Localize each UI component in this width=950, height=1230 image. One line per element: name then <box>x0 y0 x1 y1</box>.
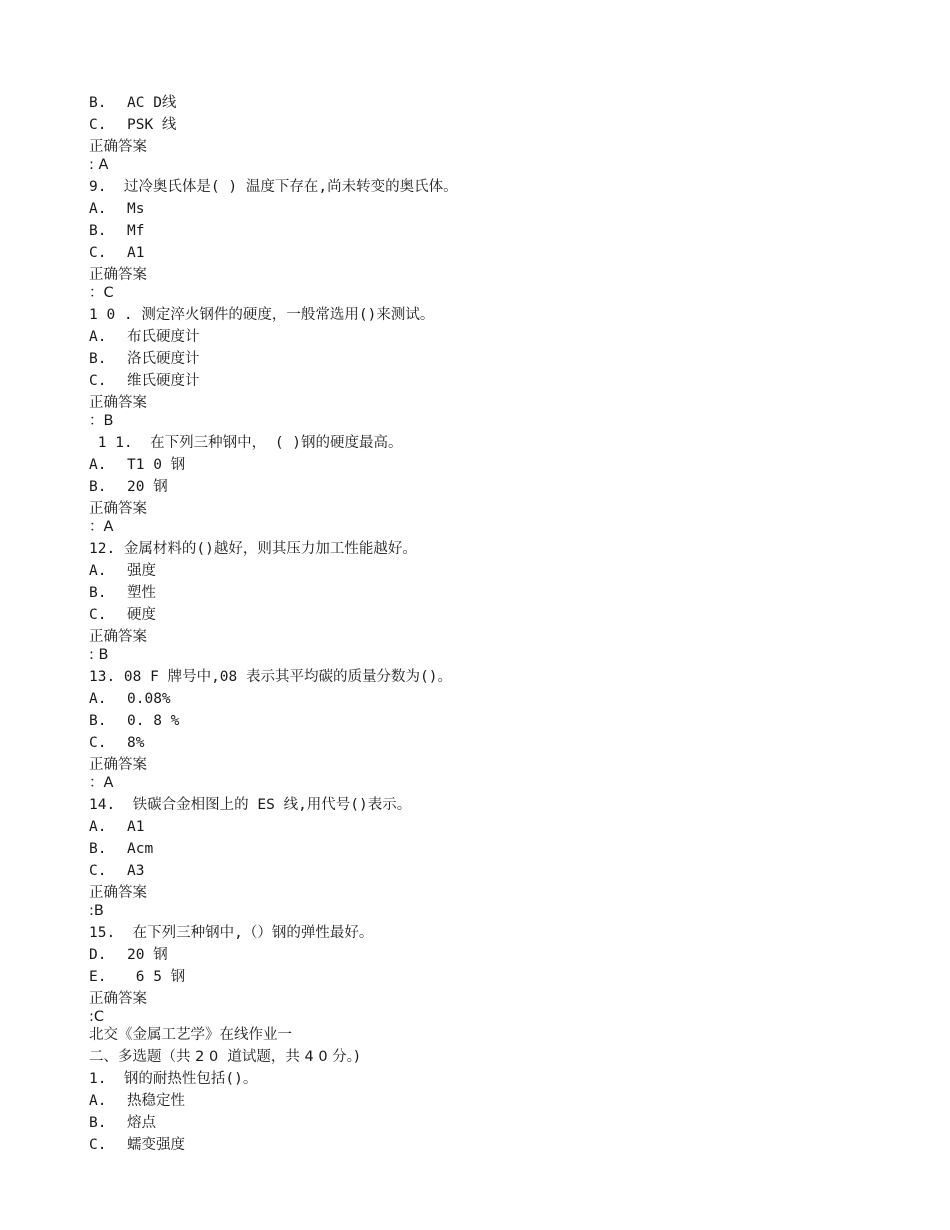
option-text: A1 <box>127 245 145 261</box>
question-text: 15. 在下列三种钢中,（）钢的弹性最好。 <box>89 925 374 941</box>
answer-heading: 正确答案 <box>89 139 147 155</box>
option-label: E. <box>89 969 107 985</box>
document-page <box>89 90 909 1154</box>
option-line <box>89 244 909 262</box>
question-text: 1. 钢的耐热性包括()。 <box>89 1071 258 1087</box>
option-line <box>89 456 909 474</box>
option-label: A. <box>89 819 107 835</box>
option-label: B. <box>89 841 107 857</box>
option-text: A3 <box>127 863 145 879</box>
option-label: B. <box>89 585 107 601</box>
answer-value: ：A <box>89 519 114 535</box>
option-label: B. <box>89 95 107 111</box>
option-line <box>89 562 909 580</box>
option-line <box>89 222 909 240</box>
option-line <box>89 116 909 134</box>
option-text: 硬度 <box>127 607 156 623</box>
answer-heading: 正确答案 <box>89 501 147 517</box>
option-text: 蠕变强度 <box>127 1137 185 1153</box>
answer-value: :B <box>89 903 104 919</box>
option-label: C. <box>89 1137 107 1153</box>
question-text: 1 0 . 测定淬火钢件的硬度，一般常选用()来测试。 <box>89 307 435 323</box>
answer-value: : B <box>89 647 109 663</box>
question-text: 14. 铁碳合金相图上的 ES 线,用代号()表示。 <box>89 797 412 813</box>
option-line <box>89 734 909 752</box>
option-text: PSK 线 <box>127 117 177 133</box>
option-text: 20 钢 <box>127 479 168 495</box>
option-label: C. <box>89 245 107 261</box>
option-line <box>89 946 909 964</box>
answer-heading: 正确答案 <box>89 991 147 1007</box>
option-text: Acm <box>127 841 154 857</box>
option-text: 维氏硬度计 <box>127 373 200 389</box>
option-text: 0. 8 % <box>127 713 180 729</box>
option-text: 布氏硬度计 <box>127 329 200 345</box>
question-text: 1 1. 在下列三种钢中， ( )钢的硬度最高。 <box>89 435 403 451</box>
option-line <box>89 690 909 708</box>
option-label: A. <box>89 329 107 345</box>
answer-value: : A <box>89 157 109 173</box>
option-line <box>89 584 909 602</box>
answer-heading: 正确答案 <box>89 629 147 645</box>
answer-value: ：C <box>89 285 114 301</box>
option-text: 20 钢 <box>127 947 168 963</box>
answer-heading: 正确答案 <box>89 885 147 901</box>
answer-heading: 正确答案 <box>89 757 147 773</box>
option-label: C. <box>89 863 107 879</box>
option-label: C. <box>89 117 107 133</box>
option-label: A. <box>89 457 107 473</box>
option-label: C. <box>89 607 107 623</box>
option-text: 6 5 钢 <box>127 969 186 985</box>
option-label: C. <box>89 735 107 751</box>
option-line <box>89 328 909 346</box>
option-label: A. <box>89 1093 107 1109</box>
option-line <box>89 712 909 730</box>
answer-heading: 正确答案 <box>89 267 147 283</box>
option-label: B. <box>89 713 107 729</box>
answer-value: ：A <box>89 775 114 791</box>
option-text: T1 0 钢 <box>127 457 186 473</box>
question-text: 12. 金属材料的()越好，则其压力加工性能越好。 <box>89 541 417 557</box>
option-label: A. <box>89 691 107 707</box>
option-text: Ms <box>127 201 145 217</box>
option-label: B. <box>89 1115 107 1131</box>
answer-value: :C <box>89 1009 105 1025</box>
option-label: D. <box>89 947 107 963</box>
option-line <box>89 478 909 496</box>
option-line <box>89 1114 909 1132</box>
option-text: 强度 <box>127 563 156 579</box>
option-text: 塑性 <box>127 585 156 601</box>
option-line <box>89 1092 909 1110</box>
section-heading: 二、多选题（共 2 0 道试题，共 4 0 分。) <box>89 1049 360 1065</box>
option-text: A1 <box>127 819 145 835</box>
option-label: B. <box>89 223 107 239</box>
option-line <box>89 862 909 880</box>
option-text: 熔点 <box>127 1115 156 1131</box>
option-label: B. <box>89 479 107 495</box>
option-line <box>89 200 909 218</box>
option-line <box>89 94 909 112</box>
question-text: 9. 过冷奥氏体是( ) 温度下存在,尚未转变的奥氏体。 <box>89 179 458 195</box>
option-line <box>89 818 909 836</box>
option-line <box>89 968 909 986</box>
option-line <box>89 1136 909 1154</box>
option-line <box>89 372 909 390</box>
option-line <box>89 350 909 368</box>
option-label: C. <box>89 373 107 389</box>
option-line <box>89 840 909 858</box>
option-text: AC D线 <box>127 95 177 111</box>
option-text: Mf <box>127 223 145 239</box>
option-text: 8% <box>127 735 145 751</box>
answer-heading: 正确答案 <box>89 395 147 411</box>
option-text: 0.08% <box>127 691 171 707</box>
option-line <box>89 606 909 624</box>
answer-value: ：B <box>89 413 114 429</box>
course-title: 北交《金属工艺学》在线作业一 <box>89 1027 292 1043</box>
option-label: B. <box>89 351 107 367</box>
question-text: 13. 08 F 牌号中,08 表示其平均碳的质量分数为()。 <box>89 669 452 685</box>
option-text: 洛氏硬度计 <box>127 351 200 367</box>
option-label: A. <box>89 201 107 217</box>
option-label: A. <box>89 563 107 579</box>
option-text: 热稳定性 <box>127 1093 185 1109</box>
